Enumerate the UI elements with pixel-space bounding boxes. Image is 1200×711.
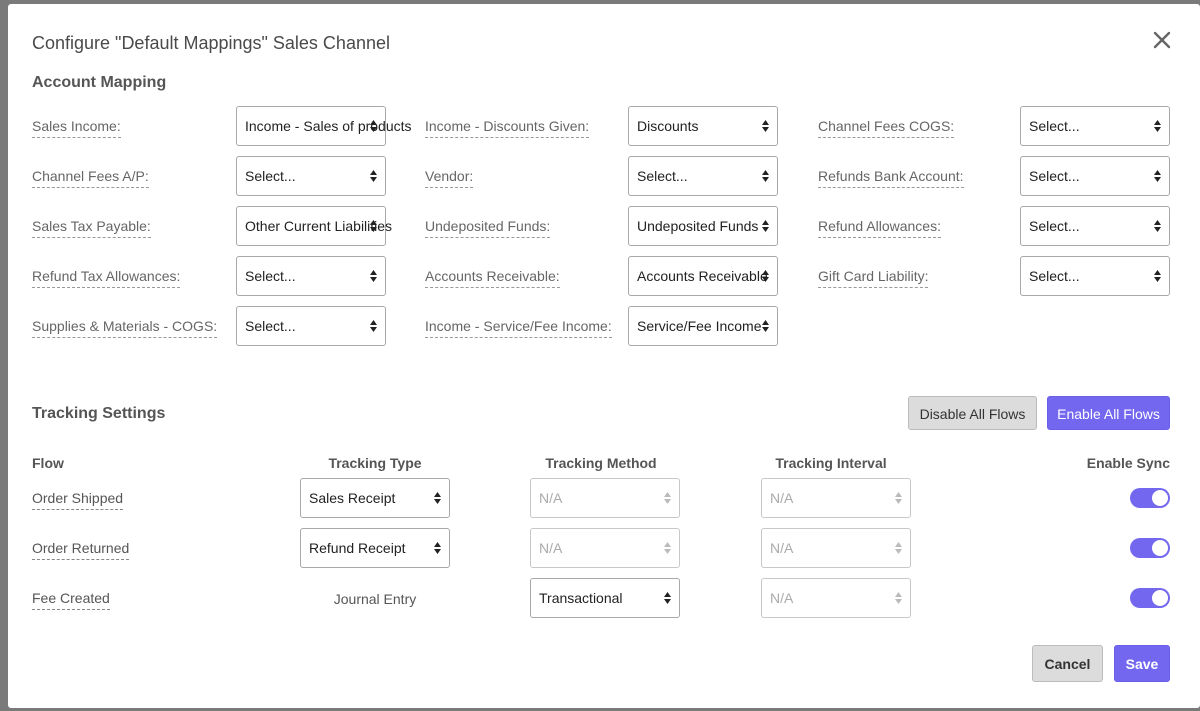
fee-created-interval-select	[761, 578, 911, 618]
order-shipped-type-select[interactable]	[300, 478, 450, 518]
fee-created-method-select[interactable]	[530, 578, 680, 618]
tracking-settings-title: Tracking Settings	[32, 405, 166, 422]
sales-tax-payable-select[interactable]	[236, 206, 393, 246]
toggle-knob	[1152, 590, 1168, 606]
order-returned-type-select[interactable]	[300, 528, 450, 568]
sort-arrows-icon	[369, 307, 378, 345]
supplies-materials-cogs-value: Select...	[245, 318, 296, 334]
toggle-knob	[1152, 490, 1168, 506]
sales-income-value: Income - Sales of products	[245, 118, 412, 134]
service-fee-income-value: Service/Fee Income	[637, 318, 762, 334]
undeposited-funds-label: Undeposited Funds:	[425, 218, 550, 238]
sort-arrows-icon	[663, 529, 672, 567]
order-shipped-type-value: Sales Receipt	[309, 490, 396, 506]
service-fee-income-label: Income - Service/Fee Income:	[425, 318, 612, 338]
order-returned-interval-select	[761, 528, 911, 568]
refund-tax-allowances-value: Select...	[245, 268, 296, 284]
sort-arrows-icon	[369, 157, 378, 195]
fee-created-label[interactable]: Fee Created	[32, 590, 110, 610]
sort-arrows-icon	[761, 157, 770, 195]
undeposited-funds-select[interactable]	[628, 206, 778, 246]
order-returned-label[interactable]: Order Returned	[32, 540, 129, 560]
order-returned-sync-toggle[interactable]	[1130, 538, 1170, 558]
modal-title: Configure "Default Mappings" Sales Channel	[32, 33, 390, 53]
refunds-bank-account-label: Refunds Bank Account:	[818, 168, 964, 188]
sales-tax-payable-value: Other Current Liabilities	[245, 218, 393, 234]
disable-all-flows-button[interactable]: Disable All Flows	[908, 396, 1037, 430]
sort-arrows-icon	[761, 257, 770, 295]
toggle-knob	[1152, 540, 1168, 556]
close-icon[interactable]	[1150, 28, 1174, 52]
refund-tax-allowances-label: Refund Tax Allowances:	[32, 268, 180, 288]
order-returned-interval-value: N/A	[770, 540, 794, 556]
sort-arrows-icon	[369, 207, 378, 245]
order-returned-method-select	[530, 528, 680, 568]
refunds-bank-account-select[interactable]	[1020, 156, 1170, 196]
refund-allowances-value: Select...	[1029, 218, 1080, 234]
supplies-materials-cogs-select[interactable]	[236, 306, 386, 346]
refund-tax-allowances-select[interactable]	[236, 256, 386, 296]
tracking-method-column-header: Tracking Method	[545, 455, 657, 471]
fee-created-sync-toggle[interactable]	[1130, 588, 1170, 608]
refund-allowances-label: Refund Allowances:	[818, 218, 941, 238]
sort-arrows-icon	[761, 107, 770, 145]
sort-arrows-icon	[369, 257, 378, 295]
vendor-label: Vendor:	[425, 168, 473, 188]
sort-arrows-icon	[369, 107, 378, 145]
order-shipped-method-value: N/A	[539, 490, 563, 506]
sort-arrows-icon	[433, 479, 442, 517]
sort-arrows-icon	[1153, 207, 1162, 245]
order-returned-method-value: N/A	[539, 540, 563, 556]
channel-fees-cogs-value: Select...	[1029, 118, 1080, 134]
gift-card-liability-select[interactable]	[1020, 256, 1170, 296]
channel-fees-ap-value: Select...	[245, 168, 296, 184]
gift-card-liability-label: Gift Card Liability:	[818, 268, 928, 288]
channel-fees-cogs-select[interactable]	[1020, 106, 1170, 146]
fee-created-type-text: Journal Entry	[333, 591, 417, 607]
tracking-interval-column-header: Tracking Interval	[775, 455, 887, 471]
sort-arrows-icon	[1153, 107, 1162, 145]
flow-column-header: Flow	[32, 455, 64, 471]
order-shipped-interval-select	[761, 478, 911, 518]
order-shipped-interval-value: N/A	[770, 490, 794, 506]
gift-card-liability-value: Select...	[1029, 268, 1080, 284]
discounts-given-select[interactable]	[628, 106, 778, 146]
service-fee-income-select[interactable]	[628, 306, 778, 346]
save-button[interactable]: Save	[1114, 645, 1170, 682]
refunds-bank-account-value: Select...	[1029, 168, 1080, 184]
sales-income-select[interactable]	[236, 106, 412, 146]
order-returned-type-value: Refund Receipt	[309, 540, 406, 556]
sort-arrows-icon	[894, 579, 903, 617]
accounts-receivable-label: Accounts Receivable:	[425, 268, 560, 288]
supplies-materials-cogs-label: Supplies & Materials - COGS:	[32, 318, 217, 338]
discounts-given-label: Income - Discounts Given:	[425, 118, 589, 138]
tracking-type-column-header: Tracking Type	[328, 455, 422, 471]
sort-arrows-icon	[433, 529, 442, 567]
discounts-given-value: Discounts	[637, 118, 699, 134]
sort-arrows-icon	[663, 479, 672, 517]
channel-fees-ap-label: Channel Fees A/P:	[32, 168, 149, 188]
cancel-button[interactable]: Cancel	[1032, 645, 1103, 682]
enable-all-flows-button[interactable]: Enable All Flows	[1047, 396, 1170, 430]
sales-tax-payable-label: Sales Tax Payable:	[32, 218, 151, 238]
refund-allowances-select[interactable]	[1020, 206, 1170, 246]
account-mapping-title: Account Mapping	[32, 74, 167, 91]
undeposited-funds-value: Undeposited Funds	[637, 218, 759, 234]
order-shipped-method-select	[530, 478, 680, 518]
sort-arrows-icon	[761, 207, 770, 245]
order-shipped-label[interactable]: Order Shipped	[32, 490, 123, 510]
sort-arrows-icon	[663, 579, 672, 617]
enable-sync-column-header: Enable Sync	[1086, 455, 1170, 471]
fee-created-interval-value: N/A	[770, 590, 794, 606]
sort-arrows-icon	[894, 479, 903, 517]
sort-arrows-icon	[1153, 157, 1162, 195]
channel-fees-cogs-label: Channel Fees COGS:	[818, 118, 954, 138]
channel-fees-ap-select[interactable]	[236, 156, 386, 196]
vendor-value: Select...	[637, 168, 688, 184]
sort-arrows-icon	[761, 307, 770, 345]
sort-arrows-icon	[894, 529, 903, 567]
order-shipped-sync-toggle[interactable]	[1130, 488, 1170, 508]
accounts-receivable-select[interactable]	[628, 256, 778, 296]
vendor-select[interactable]	[628, 156, 778, 196]
sort-arrows-icon	[1153, 257, 1162, 295]
accounts-receivable-value: Accounts Receivable	[637, 268, 768, 284]
fee-created-method-value: Transactional	[539, 590, 623, 606]
sales-income-label: Sales Income:	[32, 118, 121, 138]
configure-sales-channel-modal	[8, 4, 1200, 708]
